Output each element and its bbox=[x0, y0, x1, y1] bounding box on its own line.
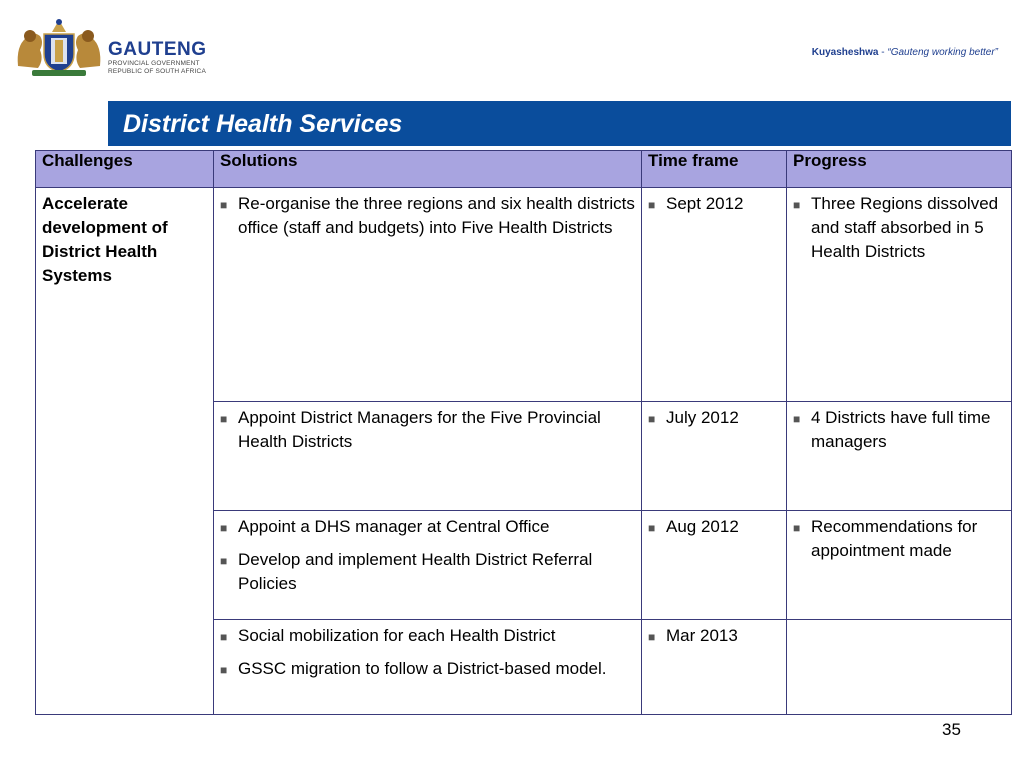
solutions-item bbox=[220, 406, 635, 454]
bullet-icon: ■ bbox=[220, 521, 228, 535]
timeframe-item bbox=[648, 515, 780, 540]
services-table bbox=[35, 150, 1012, 715]
tagline-quote: “Gauteng working better” bbox=[887, 47, 998, 58]
bullet-icon: ■ bbox=[220, 630, 228, 644]
timeframe-cell bbox=[642, 620, 787, 715]
tagline bbox=[812, 47, 998, 58]
header-progress: Progress bbox=[787, 151, 1012, 188]
solutions-cell bbox=[214, 188, 642, 402]
solutions-item bbox=[220, 192, 635, 240]
timeframe-text: Aug 2012 bbox=[666, 517, 739, 536]
table-row bbox=[36, 188, 1012, 402]
progress-item bbox=[793, 515, 1005, 563]
progress-item bbox=[793, 406, 1005, 454]
progress-cell bbox=[787, 511, 1012, 620]
page-title: District Health Services bbox=[123, 110, 403, 138]
progress-cell bbox=[787, 402, 1012, 511]
bullet-icon: ■ bbox=[220, 554, 228, 568]
solutions-cell bbox=[214, 620, 642, 715]
timeframe-item bbox=[648, 192, 780, 217]
coat-of-arms-logo bbox=[14, 16, 104, 78]
org-sub2: REPUBLIC OF SOUTH AFRICA bbox=[108, 68, 206, 75]
timeframe-text: July 2012 bbox=[666, 408, 739, 427]
bullet-icon: ■ bbox=[793, 412, 801, 426]
solutions-cell bbox=[214, 402, 642, 511]
bullet-icon: ■ bbox=[648, 198, 656, 212]
bullet-icon: ■ bbox=[793, 521, 801, 535]
solutions-text: Social mobilization for each Health District bbox=[238, 626, 556, 645]
bullet-icon: ■ bbox=[220, 198, 228, 212]
progress-text: 4 Districts have full time managers bbox=[811, 408, 991, 451]
tagline-separator: - bbox=[878, 47, 888, 58]
timeframe-item bbox=[648, 406, 780, 431]
solutions-text: Appoint District Managers for the Five Provincial Health Districts bbox=[238, 408, 601, 451]
timeframe-cell bbox=[642, 402, 787, 511]
title-bar bbox=[108, 101, 1011, 146]
bullet-icon: ■ bbox=[648, 521, 656, 535]
table-header-row bbox=[36, 151, 1012, 188]
solutions-text: GSSC migration to follow a District-based model. bbox=[238, 659, 607, 678]
solutions-text: Develop and implement Health District Referral Policies bbox=[238, 550, 593, 593]
timeframe-cell bbox=[642, 188, 787, 402]
page-number: 35 bbox=[942, 720, 961, 739]
progress-item bbox=[793, 192, 1005, 264]
header-challenges: Challenges bbox=[36, 151, 214, 188]
header-time-frame: Time frame bbox=[642, 151, 787, 188]
bullet-icon: ■ bbox=[648, 412, 656, 426]
timeframe-text: Mar 2013 bbox=[666, 626, 738, 645]
government-logo-text bbox=[108, 40, 207, 76]
solutions-item bbox=[220, 624, 635, 649]
org-name: GAUTENG bbox=[108, 39, 207, 60]
tagline-bold: Kuyasheshwa bbox=[811, 47, 879, 58]
bullet-icon: ■ bbox=[793, 198, 801, 212]
progress-text: Recommendations for appointment made bbox=[811, 517, 978, 560]
header bbox=[0, 0, 1024, 95]
solutions-item bbox=[220, 515, 635, 540]
challenge-cell: Accelerate development of District Health Systems bbox=[36, 188, 214, 715]
solutions-text: Appoint a DHS manager at Central Office bbox=[238, 517, 550, 536]
progress-text: Three Regions dissolved and staff absorbed in 5 Health Districts bbox=[811, 194, 999, 261]
header-solutions: Solutions bbox=[214, 151, 642, 188]
solutions-text: Re-organise the three regions and six health districts office (staff and budgets) into Five Health Districts bbox=[238, 194, 635, 237]
timeframe-text: Sept 2012 bbox=[666, 194, 744, 213]
org-sub1: PROVINCIAL GOVERNMENT bbox=[108, 60, 200, 67]
progress-cell bbox=[787, 188, 1012, 402]
timeframe-cell bbox=[642, 511, 787, 620]
solutions-item bbox=[220, 548, 635, 596]
bullet-icon: ■ bbox=[220, 663, 228, 677]
progress-cell bbox=[787, 620, 1012, 715]
timeframe-item bbox=[648, 624, 780, 649]
bullet-icon: ■ bbox=[220, 412, 228, 426]
bullet-icon: ■ bbox=[648, 630, 656, 644]
solutions-cell bbox=[214, 511, 642, 620]
solutions-item bbox=[220, 657, 635, 682]
